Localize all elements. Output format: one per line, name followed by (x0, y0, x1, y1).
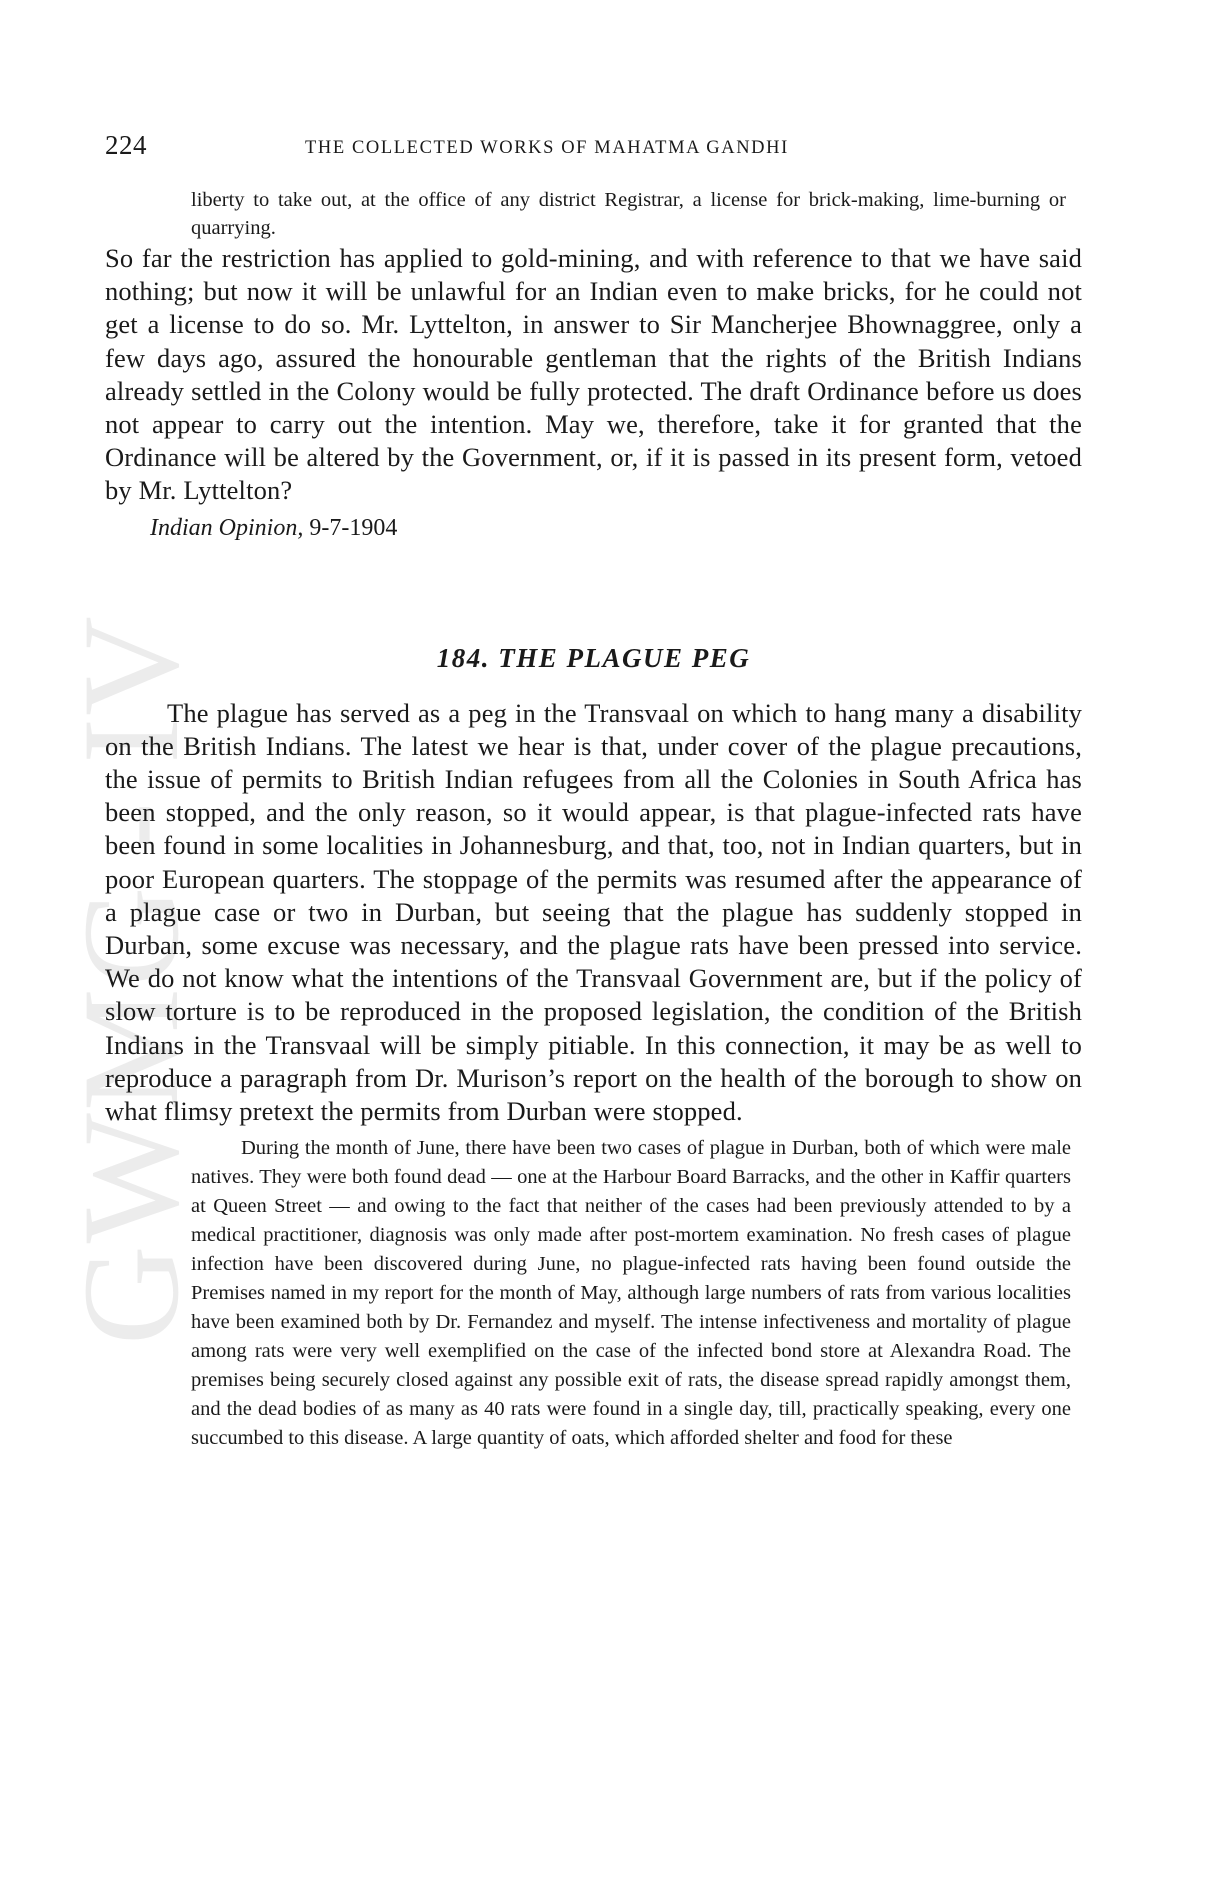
source-citation (150, 508, 1082, 545)
page-number: 224 (105, 130, 147, 160)
continued-paragraph: So far the restriction has applied to gold-mining, and with reference to that we have said nothing; but now it will be unlawful for an Indian even to make bricks, for he could not get a license to do so. Mr. Lyttelton, in answer to Sir Mancherjee Bhownaggree, only a few days ago, assured the honourable gentleman that the rights of the British Indians already settled in the Colony would be fully protected. The draft Ordinance before us does not appear to carry out the intention. May we, therefore, take it for granted that the Ordinance will be altered by the Government, or, if it is passed in its present form, vetoed by Mr. Lyttelton? (105, 243, 1082, 506)
watermark: GWMG - IV (54, 614, 207, 1345)
source-publication: Indian Opinion, (150, 514, 304, 541)
article-paragraph: The plague has served as a peg in the Transvaal on which to hang many a disability on the British Indians. The latest we hear is that, under cover of the plague precautions, the issue of permits to British Indian refugees from all the Colonies in South Africa has been stopped, and the only reason, so it would appear, is that plague-infected rats have been found in some localities in Johannesburg, and that, too, not in Indian quarters, but in poor European quarters. The stoppage of the permits was resumed after the appearance of a plague case or two in Durban, but seeing that the plague has suddenly stopped in Durban, some excuse was necessary, and the plague rats have been pressed into service. We do not know what the intentions of the Transvaal Government are, but if the policy of slow torture is to be reproduced in the proposed legislation, the condition of the British Indians in the Transvaal will be simply pitiable. In this connection, it may be as well to reproduce a paragraph from Dr. Murison’s report on the health of the borough to show on what flimsy pretext the permits from Durban were stopped. (105, 697, 1082, 1127)
page-header (105, 130, 1108, 170)
article-quote-text: During the month of June, there have been two cases of plague in Durban, both of which were male natives. They were both found dead — one at the Harbour Board Barracks, and the other in Kaffir quarters at Queen Street — and owing to the fact that neither of the cases had been previously attended to by a medical practitioner, diagnosis was only made after post-mortem examination. No fresh cases of plague infection have been discovered during June, no plague-infected rats having been found outside the Premises named in my report for the month of May, although large numbers of rats from various localities have been examined both by Dr. Fernandez and myself. The intense infectiveness and mortality of plague among rats were very well exemplified on the case of the infected bond store at Alexandra Road. The premises being securely closed against any possible exit of rats, the disease spread rapidly amongst them, and the dead bodies of as many as 40 rats were found in a single day, till, practically speaking, every one succumbed to this disease. A large quantity of oats, which afforded shelter and food for these (191, 1137, 1071, 1450)
page-content (105, 186, 1082, 1453)
article-title: 184. THE PLAGUE PEG (436, 642, 751, 673)
source-date: 9-7-1904 (303, 514, 398, 541)
article-quote (191, 1134, 1071, 1453)
continued-quote: liberty to take out, at the office of any district Registrar, a license for brick-making, lime-burning or quarrying. (191, 189, 1066, 239)
running-title: THE COLLECTED WORKS OF MAHATMA GANDHI (305, 138, 789, 158)
